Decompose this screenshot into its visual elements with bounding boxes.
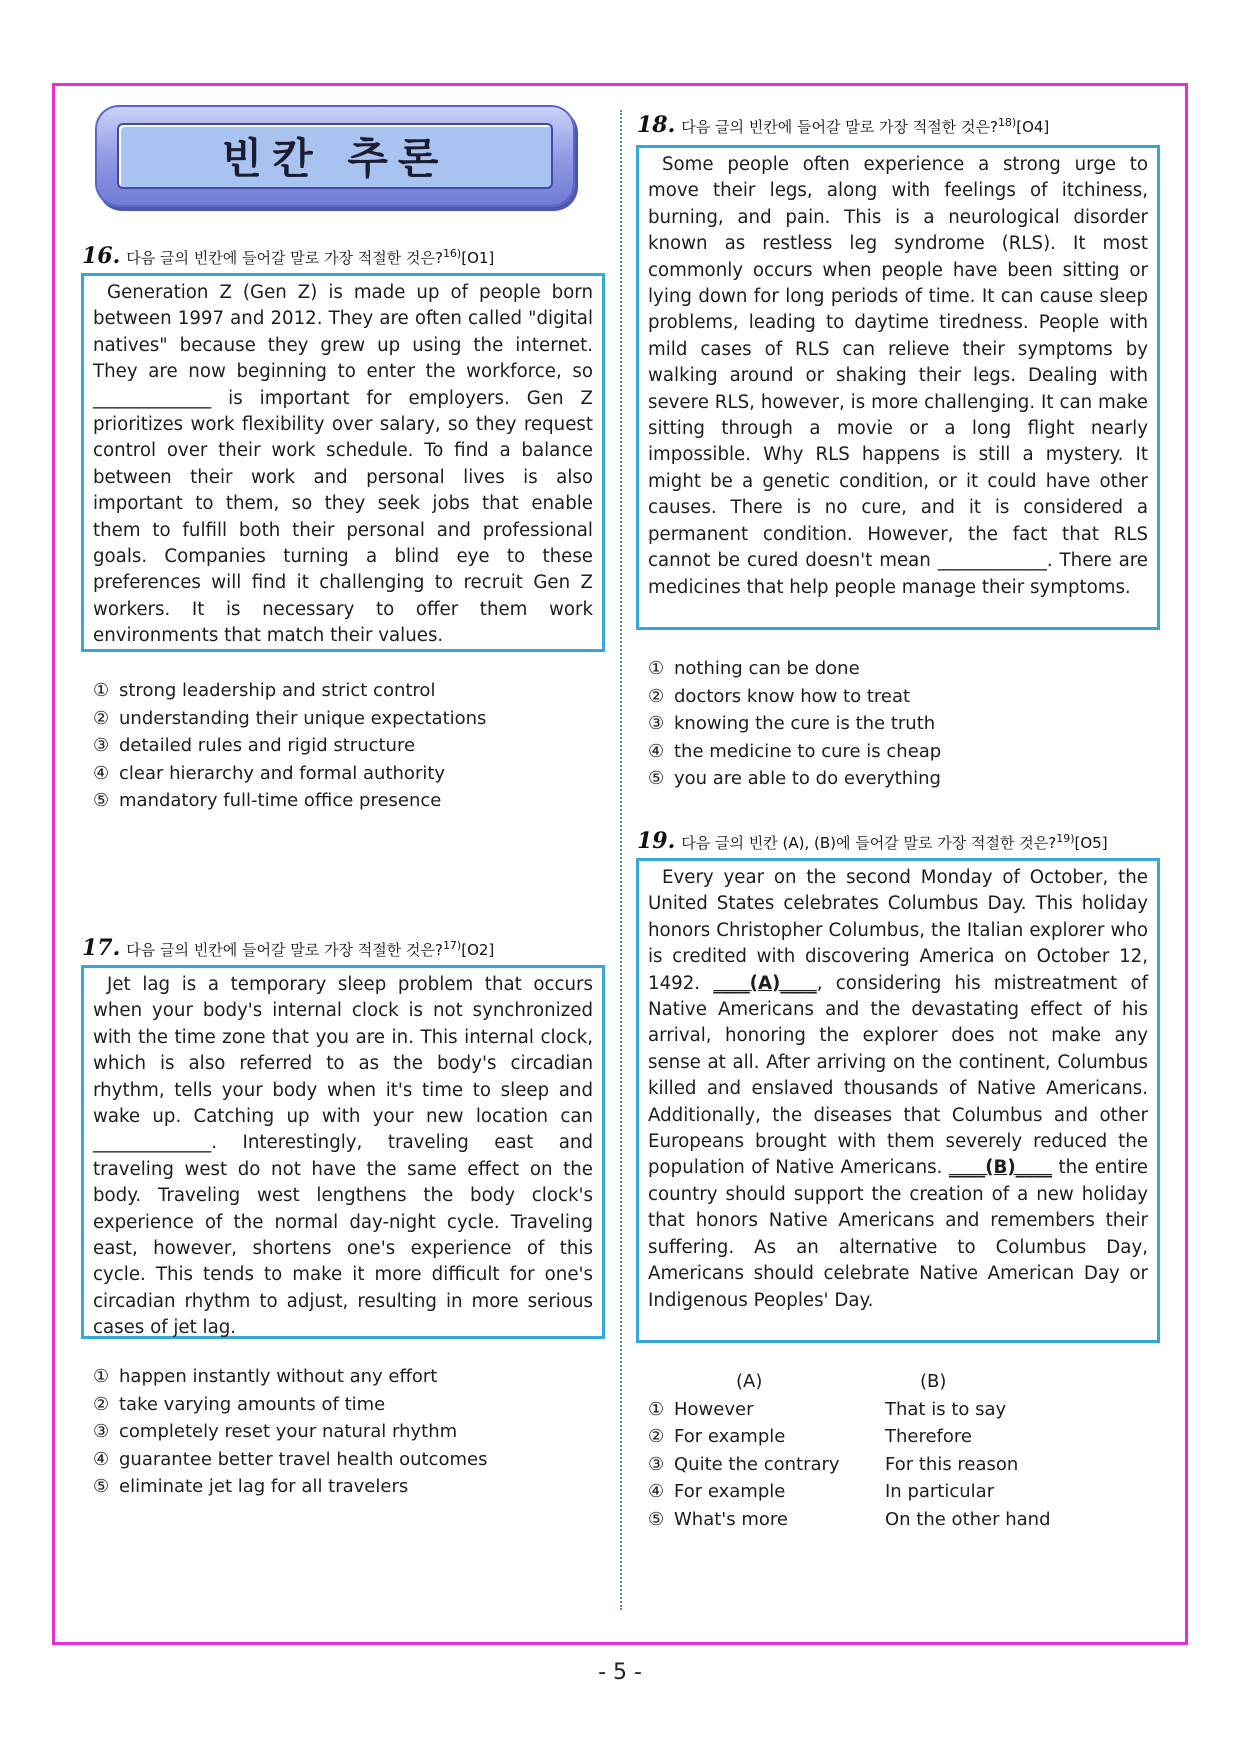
question-code: [O1] (461, 249, 495, 267)
choice-text: knowing the cure is the truth (674, 713, 936, 734)
choice-number: ⑤ (93, 790, 110, 811)
source-ref: 18) (997, 116, 1017, 129)
choice-option[interactable] (93, 1391, 487, 1419)
choice-text: understanding their unique expectations (119, 707, 487, 729)
choice-option[interactable] (93, 1363, 487, 1391)
choice-number: ④ (648, 740, 665, 762)
section-title-plate (95, 105, 575, 207)
choice-number: ⑤ (93, 1476, 110, 1497)
choice-option[interactable] (648, 1423, 1051, 1451)
question-16-choices (93, 677, 486, 815)
question-number: 17. (82, 935, 121, 961)
question-prompt: 다음 글의 빈칸에 들어갈 말로 가장 적절한 것은? (126, 249, 443, 267)
choice-number: ① (93, 1366, 110, 1387)
choice-a-text: However (674, 1398, 754, 1420)
choice-number: ② (648, 685, 665, 707)
question-18-passage (636, 145, 1160, 630)
choice-text: completely reset your natural rhythm (119, 1421, 458, 1442)
choice-option[interactable] (93, 1418, 487, 1446)
question-16-header (82, 243, 494, 269)
source-ref: 19) (1056, 832, 1075, 845)
blank-a: ____(A)____ (713, 972, 817, 994)
question-prompt: 다음 글의 빈칸 (A), (B)에 들어갈 말로 가장 적절한 것은? (681, 834, 1057, 852)
question-prompt: 다음 글의 빈칸에 들어갈 말로 가장 적절한 것은? (126, 941, 443, 959)
section-title-inner (117, 123, 553, 189)
question-18-choices (648, 655, 941, 793)
choice-option[interactable] (648, 1451, 1051, 1479)
choice-text: eliminate jet lag for all travelers (119, 1476, 409, 1497)
choice-number: ④ (648, 1481, 665, 1502)
choice-text: the medicine to cure is cheap (674, 740, 942, 762)
column-divider (620, 110, 622, 1610)
passage-text: Generation Z (Gen Z) is made up of people born between 1997 and 2012. They are often called "digital natives" because they grew up using the internet. They are now beginning to enter the workforce, so _____________ is important for employers. Gen Z prioritizes work flexibility over salary, so they request control over their work schedule. To find a balance between their work and personal lives is also important to them, so they seek jobs that enable them to fulfill both their personal and professional goals. Companies turning a blind eye to these preferences will find it challenging to recruit Gen Z workers. It is necessary to offer them work environments that match their values. (93, 282, 593, 647)
passage-segment: , considering his mistreatment of Native Americans and the devastating effect of his arrival, honoring the explorer does not make any sense at all. After arriving on the continent, Columbus killed and enslaved thousands of Native Americans. Additionally, the diseases that Columbus and other Europeans brought with them severely reduced the population of Native Americans. (648, 972, 1148, 1179)
choice-number: ① (648, 658, 665, 679)
blank-b: ____(B)____ (948, 1157, 1053, 1179)
question-17-passage (81, 965, 605, 1339)
source-ref: 17) (442, 939, 462, 952)
choice-text: take varying amounts of time (119, 1393, 386, 1415)
choice-number: ③ (93, 1421, 110, 1442)
choice-b-text: That is to say (885, 1398, 1007, 1420)
choice-a-text: For example (674, 1481, 786, 1502)
choice-text: clear hierarchy and formal authority (119, 762, 446, 784)
choice-option[interactable] (648, 738, 941, 766)
choices-header (648, 1368, 1051, 1396)
choice-option[interactable] (648, 683, 941, 711)
choice-text: doctors know how to treat (674, 685, 911, 707)
choice-option[interactable] (648, 1396, 1051, 1424)
choice-number: ③ (93, 735, 110, 756)
choice-option[interactable] (648, 1506, 1051, 1534)
choice-number: ③ (648, 1453, 665, 1475)
question-number: 16. (82, 243, 121, 269)
choice-number: ① (648, 1398, 665, 1420)
passage-text (648, 865, 1148, 1314)
passage-segment: Every year on the second Monday of October, the United States celebrates Columbus Day. This holiday honors Christopher Columbus, the Italian explorer who is credited with discovering America on October 12, 1492. (648, 867, 1148, 994)
question-19-passage (636, 858, 1160, 1343)
question-prompt: 다음 글의 빈칸에 들어갈 말로 가장 적절한 것은? (681, 118, 998, 136)
choice-option[interactable] (93, 1473, 487, 1501)
choice-a-text: For example (674, 1426, 786, 1447)
choice-number: ④ (93, 1448, 110, 1470)
choice-text: mandatory full-time office presence (119, 790, 442, 811)
question-17-choices (93, 1363, 487, 1501)
choice-text: strong leadership and strict control (119, 680, 436, 701)
choice-option[interactable] (648, 765, 941, 793)
choice-option[interactable] (93, 677, 486, 705)
choice-a-text: What's more (674, 1508, 788, 1530)
choice-text: happen instantly without any effort (119, 1366, 438, 1387)
choice-option[interactable] (93, 705, 486, 733)
choice-text: guarantee better travel health outcomes (119, 1448, 488, 1470)
question-17-header (82, 935, 494, 961)
column-a-header: (A) (736, 1371, 763, 1392)
column-b-header: (B) (920, 1371, 947, 1392)
choice-option[interactable] (93, 787, 486, 815)
passage-text: Some people often experience a strong urge to move their legs, along with feelings of itchiness, burning, and pain. This is a neurological disorder known as restless leg syndrome (RLS). It most commonly occurs when people have been sitting or lying down for long periods of time. It can cause sleep problems, leading to daytime tiredness. People with mild cases of RLS can relieve their symptoms by walking around or shaking their legs. Dealing with severe RLS, however, is more challenging. It can make sitting through a movie or a long flight nearly impossible. Why RLS happens is still a mystery. It might be a genetic condition, or it could have other causes. There is no cure, and it is considered a permanent condition. However, the fact that RLS cannot be cured doesn't mean ____________. There are medicines that help people manage their symptoms. (648, 154, 1148, 598)
question-number: 18. (637, 112, 676, 138)
choice-number: ② (93, 707, 110, 729)
choice-number: ⑤ (648, 768, 665, 789)
question-code: [O2] (461, 941, 495, 959)
question-19-header (637, 828, 1108, 854)
question-number: 19. (637, 828, 676, 854)
choice-option[interactable] (648, 1478, 1051, 1506)
choice-option[interactable] (93, 760, 486, 788)
choice-b-text: For this reason (885, 1453, 1019, 1475)
choice-text: detailed rules and rigid structure (119, 735, 416, 756)
choice-b-text: On the other hand (885, 1508, 1051, 1530)
choice-a-text: Quite the contrary (674, 1453, 840, 1475)
choice-text: you are able to do everything (674, 768, 941, 789)
source-ref: 16) (442, 247, 462, 260)
choice-b-text: Therefore (885, 1426, 972, 1447)
question-16-passage (81, 273, 605, 652)
question-code: [O4] (1016, 118, 1050, 136)
passage-segment: the entire country should support the creation of a new holiday that honors Native Americans and remembers their suffering. As an alternative to Columbus Day, Americans should celebrate Native American Day or Indigenous Peoples' Day. (648, 1157, 1148, 1311)
section-title: 빈칸 추론 (221, 134, 449, 183)
choice-option[interactable] (648, 710, 941, 738)
choice-b-text: In particular (885, 1481, 995, 1502)
choice-number: ② (648, 1426, 665, 1447)
choice-number: ③ (648, 713, 665, 734)
choice-number: ① (93, 680, 110, 701)
question-19-choices (648, 1368, 1051, 1533)
choice-number: ⑤ (648, 1508, 665, 1530)
question-code: [O5] (1074, 834, 1108, 852)
choice-option[interactable] (93, 1446, 487, 1474)
question-18-header (637, 112, 1049, 138)
choice-text: nothing can be done (674, 658, 860, 679)
page-number: - 5 - (598, 1660, 642, 1685)
choice-option[interactable] (648, 655, 941, 683)
passage-text: Jet lag is a temporary sleep problem that occurs when your body's internal clock is not synchronized with the time zone that you are in. This internal clock, which is also referred to as the body's circadian rhythm, tells your body when it's time to sleep and wake up. Catching up with your new location can _____________. Interestingly, traveling east and traveling west do not have the same effect on the body. Traveling west lengthens the body clock's experience of the normal day-night cycle. Traveling east, however, shortens one's experience of this cycle. This tends to make it more difficult for one's circadian rhythm to adjust, resulting in more serious cases of jet lag. (93, 974, 593, 1339)
choice-option[interactable] (93, 732, 486, 760)
choice-number: ② (93, 1393, 110, 1415)
choice-number: ④ (93, 762, 110, 784)
